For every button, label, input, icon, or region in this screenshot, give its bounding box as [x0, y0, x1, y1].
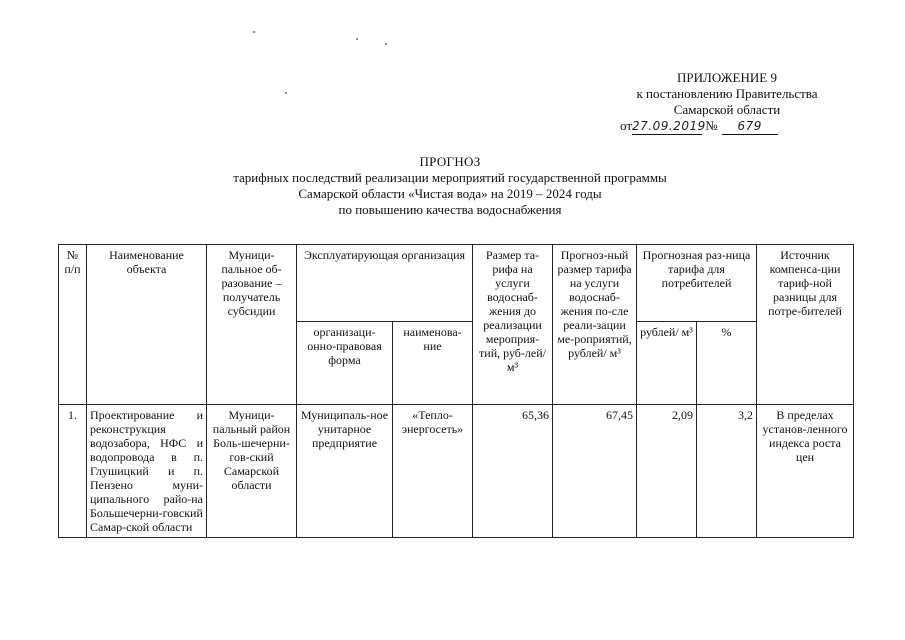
- cell-name: Проектирование и реконструкция водозабора, НФС и водопровода в п. Глушицкий и п. Пензено муни-ципального райо-на Большечерни-говский Самар-ской области: [87, 405, 207, 538]
- header-operator-name: наименова-ние: [393, 322, 473, 405]
- cell-municipality: Муници-пальный район Боль-шечерни-гов-ский Самарской области: [207, 405, 297, 538]
- header-diff-rub: рублей/ м³: [637, 322, 697, 405]
- title-line3: по повышению качества водоснабжения: [338, 202, 562, 217]
- handwritten-number: 679: [722, 118, 778, 135]
- title-main: ПРОГНОЗ: [419, 154, 481, 169]
- cell-tariff-before: 65,36: [473, 405, 553, 538]
- handwritten-date: 27.09.2019: [632, 119, 706, 133]
- title-line2: Самарской области «Чистая вода» на 2019 – 2024 годы: [298, 186, 602, 201]
- appendix-line1: к постановлению Правительства: [636, 86, 818, 101]
- header-diff-pct: %: [697, 322, 757, 405]
- cell-diff-pct: 3,2: [697, 405, 757, 538]
- header-tariff-before: Размер та-рифа на услуги водоснаб-жения до реализации мероприя-тий, руб-лей/ м³: [473, 245, 553, 405]
- header-row-1: [59, 245, 854, 322]
- title-line1: тарифных последствий реализации мероприятий государственной программы: [233, 170, 667, 185]
- cell-operator-name: «Тепло-энергосеть»: [393, 405, 473, 538]
- appendix-date-line: [612, 118, 842, 135]
- header-name: Наименование объекта: [87, 245, 207, 405]
- header-municipality: Муници-пальное об-разование – получатель субсидии: [207, 245, 297, 405]
- header-operator-form: организаци-онно-правовая форма: [297, 322, 393, 405]
- date-prefix: от: [620, 118, 633, 133]
- appendix-block: [612, 70, 842, 135]
- header-num: № п/п: [59, 245, 87, 405]
- cell-operator-form: Муниципаль-ное унитарное предприятие: [297, 405, 393, 538]
- header-tariff-after: Прогноз-ный размер тарифа на услуги водоснаб-жения по-сле реали-зации ме-роприятий, рублей/ м³: [553, 245, 637, 405]
- header-source: Источник компенса-ции тариф-ной разницы для потре-бителей: [757, 245, 854, 405]
- cell-diff-rub: 2,09: [637, 405, 697, 538]
- cell-tariff-after: 67,45: [553, 405, 637, 538]
- cell-source: В пределах установ-ленного индекса роста цен: [757, 405, 854, 538]
- appendix-title: ПРИЛОЖЕНИЕ 9: [677, 70, 777, 85]
- cell-num: 1.: [59, 405, 87, 538]
- header-operator: Эксплуатирующая организация: [297, 245, 473, 322]
- table-row: [59, 405, 854, 538]
- forecast-table: [58, 244, 854, 538]
- header-diff: Прогнозная раз-ница тарифа для потребителей: [637, 245, 757, 322]
- appendix-line2: Самарской области: [673, 102, 781, 117]
- number-sign: №: [705, 118, 718, 133]
- document-title: [160, 154, 740, 218]
